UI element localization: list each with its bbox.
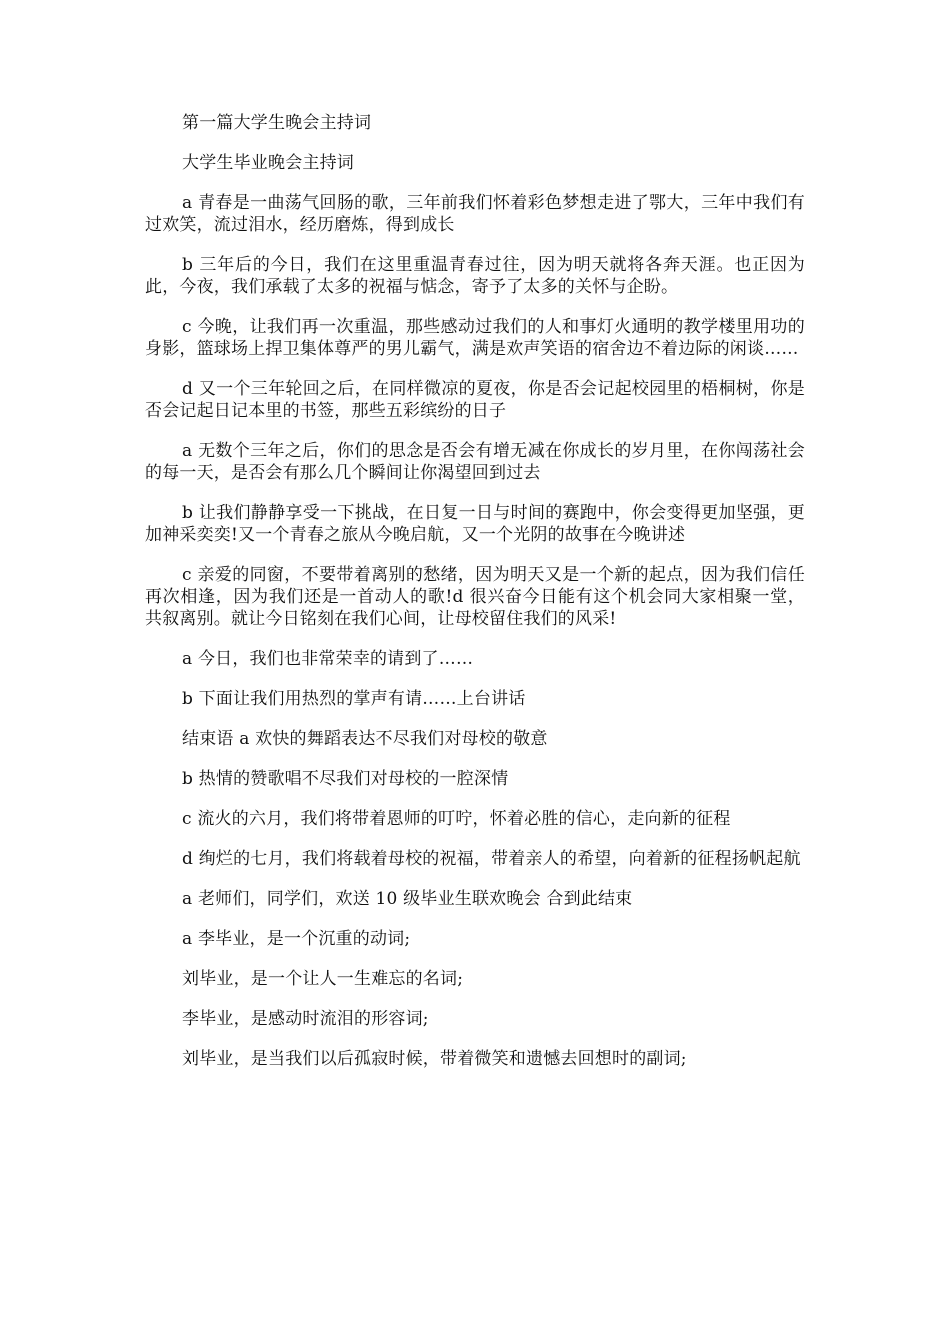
document-subtitle: 大学生毕业晚会主持词 <box>182 153 354 173</box>
paragraph: a 老师们，同学们，欢送 10 级毕业生联欢晚会 合到此结束 <box>182 889 633 909</box>
document-title: 第一篇大学生晚会主持词 <box>182 113 372 133</box>
paragraph: 李毕业，是感动时流泪的形容词; <box>182 1009 429 1029</box>
paragraph: c 今晚，让我们再一次重温，那些感动过我们的人和事灯火通明的教学楼里用功的身影，篮球场上捍卫集体尊严的男儿霸气，满是欢声笑语的宿舍边不着边际的闲谈…… <box>145 317 805 359</box>
paragraph: b 热情的赞歌唱不尽我们对母校的一腔深情 <box>182 769 509 789</box>
paragraph: a 今日，我们也非常荣幸的请到了…… <box>182 649 474 669</box>
paragraph: 刘毕业，是一个让人一生难忘的名词; <box>182 969 464 989</box>
paragraph: d 又一个三年轮回之后，在同样微凉的夏夜，你是否会记起校园里的梧桐树，你是否会记起日记本里的书签，那些五彩缤纷的日子 <box>145 379 805 421</box>
document-body <box>145 112 805 1088</box>
paragraph: c 流火的六月，我们将带着恩师的叮咛，怀着必胜的信心，走向新的征程 <box>182 809 731 829</box>
paragraph: b 三年后的今日，我们在这里重温青春过往，因为明天就将各奔天涯。也正因为此，今夜，我们承载了太多的祝福与惦念，寄予了太多的关怀与企盼。 <box>145 255 805 297</box>
paragraph: 结束语 a 欢快的舞蹈表达不尽我们对母校的敬意 <box>182 729 548 749</box>
paragraph: b 下面让我们用热烈的掌声有请……上台讲话 <box>182 689 526 709</box>
paragraph: d 绚烂的七月，我们将载着母校的祝福，带着亲人的希望，向着新的征程扬帆起航 <box>182 849 801 869</box>
paragraph: a 无数个三年之后，你们的思念是否会有增无减在你成长的岁月里，在你闯荡社会的每一天，是否会有那么几个瞬间让你渴望回到过去 <box>145 441 805 483</box>
paragraph: c 亲爱的同窗，不要带着离别的愁绪，因为明天又是一个新的起点，因为我们信任再次相逢，因为我们还是一首动人的歌!d 很兴奋今日能有这个机会同大家相聚一堂，共叙离别。就让今日铭刻在我们心间，让母校留住我们的风采! <box>145 565 805 629</box>
paragraph: b 让我们静静享受一下挑战，在日复一日与时间的赛跑中，你会变得更加坚强，更加神采奕奕!又一个青春之旅从今晚启航，又一个光阴的故事在今晚讲述 <box>145 503 805 545</box>
paragraph: 刘毕业，是当我们以后孤寂时候，带着微笑和遗憾去回想时的副词; <box>182 1049 687 1069</box>
paragraph: a 李毕业，是一个沉重的动词; <box>182 929 411 949</box>
paragraph: a 青春是一曲荡气回肠的歌，三年前我们怀着彩色梦想走进了鄂大，三年中我们有过欢笑，流过泪水，经历磨炼，得到成长 <box>145 193 805 235</box>
